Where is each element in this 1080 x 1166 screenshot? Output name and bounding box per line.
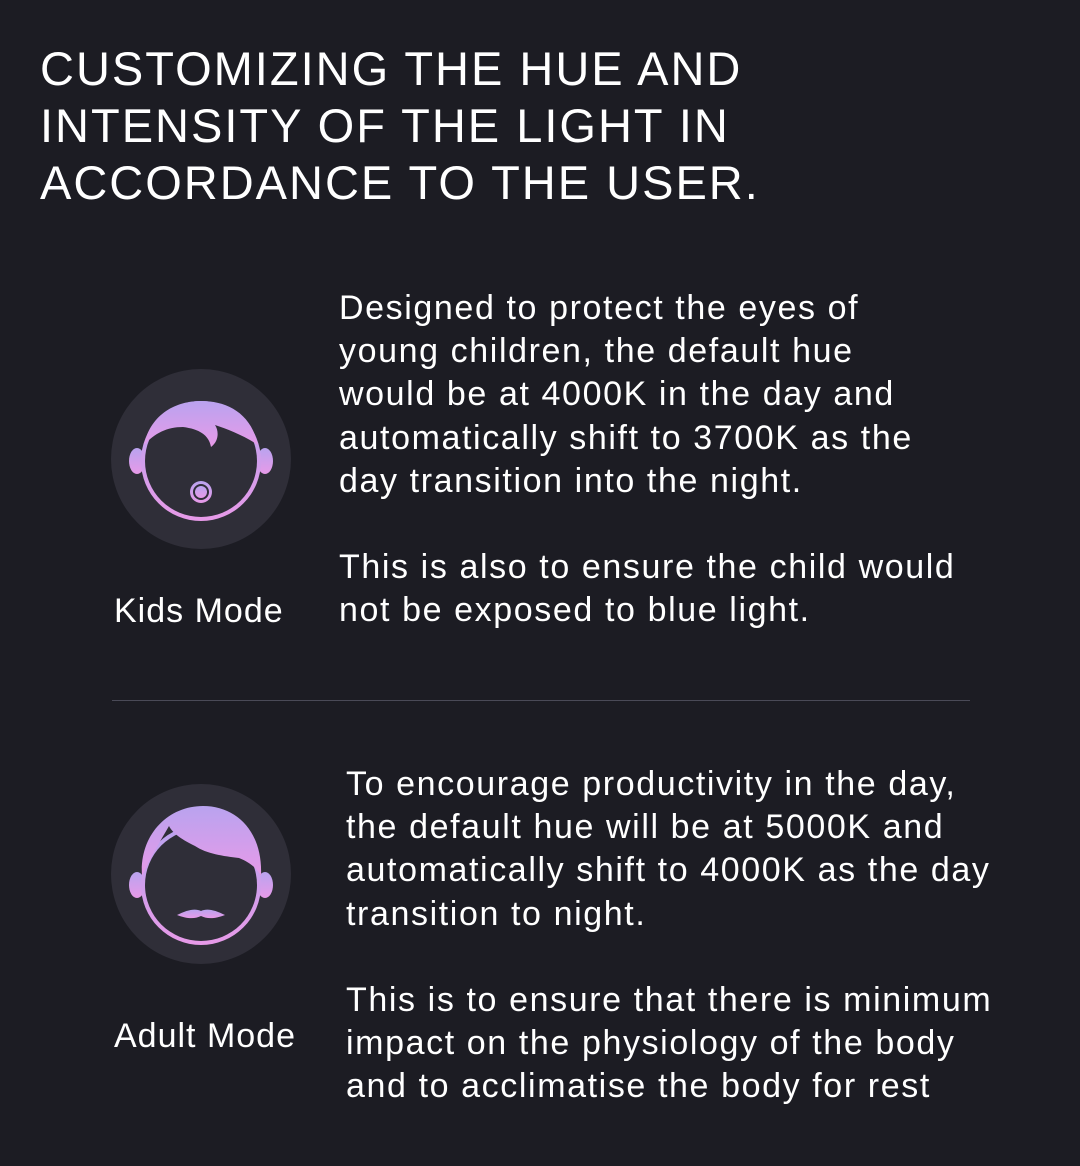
page-title: CUSTOMIZING THE HUE AND INTENSITY OF THE LIGHT IN ACCORDANCE TO THE USER. [40, 42, 760, 209]
kids-mode-paragraph-2: This is also to ensure the child would not be exposed to blue light. [339, 548, 956, 630]
kids-mode-label: Kids Mode [114, 592, 284, 630]
adult-mode-paragraph-2: This is to ensure that there is minimum impact on the physiology of the body and to acclimatise the body for rest [346, 981, 993, 1106]
adult-mode-description [346, 763, 992, 1109]
kids-mode-paragraph-1: Designed to protect the eyes of young children, the default hue would be at 4000K in the day and automatically shift to 3700K as the day transition into the night. [339, 289, 913, 500]
child-face-icon [111, 369, 291, 549]
adult-mode-label: Adult Mode [114, 1017, 296, 1055]
kids-mode-description [339, 287, 955, 633]
adult-mode-paragraph-1: To encourage productivity in the day, the default hue will be at 5000K and automatically shift to 4000K as the day transition to night. [346, 765, 991, 933]
section-divider [112, 700, 970, 701]
adult-face-icon [111, 784, 291, 964]
